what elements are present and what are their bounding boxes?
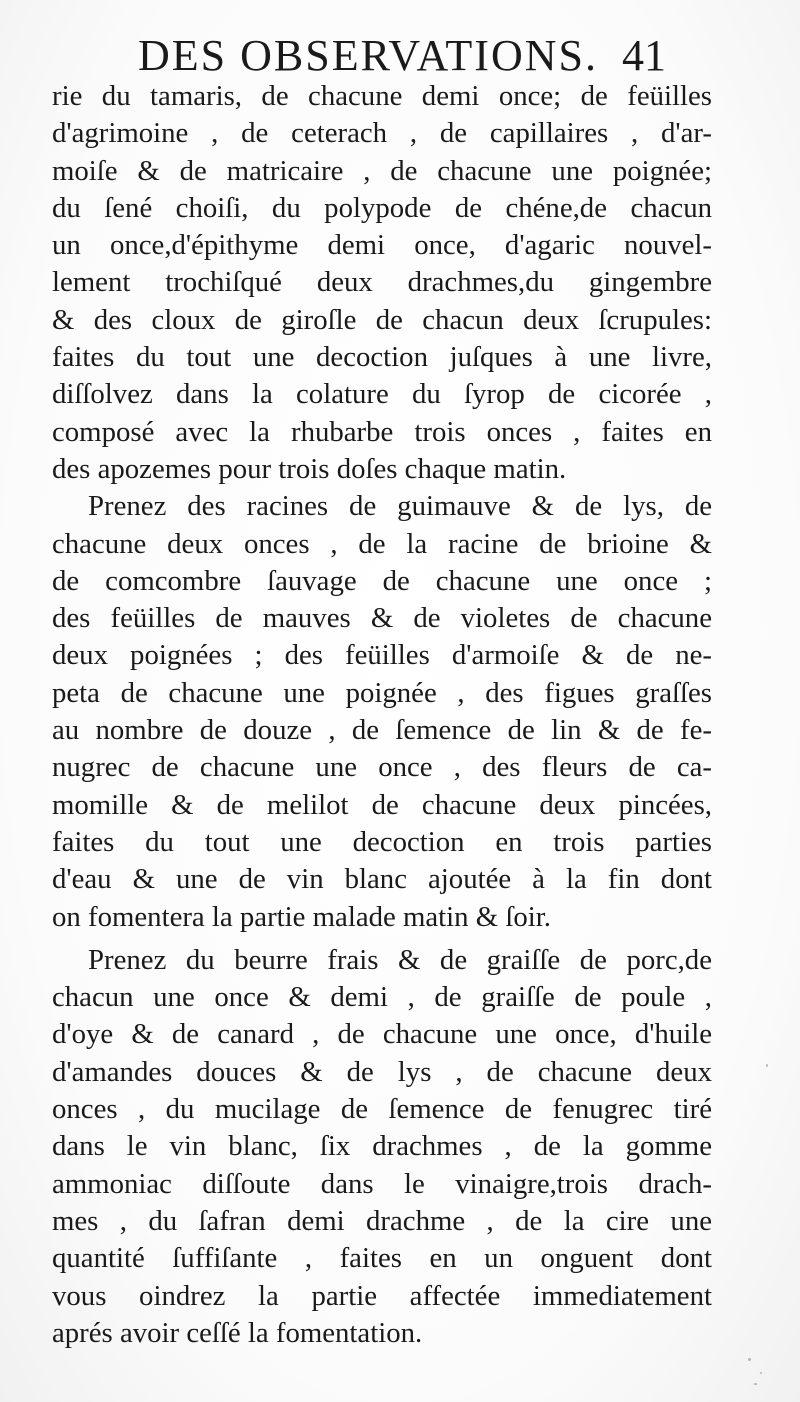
text-line: des apozemes pour trois doſes chaque matin. [52,452,567,485]
body-text [52,78,712,1352]
ink-speck [748,1358,751,1361]
text-line: ammoniac diſſoute dans le vinaigre,trois drach- [52,1167,712,1200]
paragraph-3 [52,942,712,1352]
text-line: onces , du mucilage de ſemence de fenugrec tiré [52,1093,712,1126]
text-line: d'agrimoine , de ceterach , de capillaires , d'ar- [52,117,712,150]
text-line: deux poignées ; des feüilles d'armoiſe & de ne- [52,639,712,672]
text-line: Prenez des racines de guimauve & de lys, de [88,490,712,523]
text-line: d'amandes douces & de lys , de chacune deux [52,1055,712,1088]
text-line: on fomentera la partie malade matin & ſoir. [52,900,551,933]
text-line: au nombre de douze , de ſemence de lin & de fe- [52,714,712,747]
ink-speck [754,1383,757,1385]
text-line: nugrec de chacune une once , des fleurs de ca- [52,751,712,784]
text-line: quantité ſuffiſante , faites en un onguent dont [52,1242,712,1275]
running-head: DES OBSERVATIONS. [138,31,598,80]
text-line: chacun une once & demi , de graiſſe de poule , [52,981,712,1014]
text-line: & des cloux de giroſle de chacun deux ſcrupules: [52,303,712,336]
text-line: composé avec la rhubarbe trois onces , faites en [52,415,712,448]
text-line: d'oye & de canard , de chacune une once, d'huile [52,1018,712,1051]
text-line: moiſe & de matricaire , de chacune une poignée; [52,154,712,187]
page-number: 41 [622,31,666,80]
text-line: de comcombre ſauvage de chacune une once ; [52,564,712,597]
text-line: Prenez du beurre frais & de graiſſe de porc,de [88,943,712,976]
text-line: des feüilles de mauves & de violetes de chacune [52,602,712,635]
ink-speck [766,1064,768,1067]
text-line: dans le vin blanc, ſix drachmes , de la gomme [52,1130,712,1163]
text-line: aprés avoir ceſſé la fomentation. [52,1316,423,1349]
text-line: mes , du ſafran demi drachme , de la cire une [52,1204,712,1237]
text-line: faites du tout une decoction en trois parties [52,825,712,858]
text-line: du ſené choiſi, du polypode de chéne,de chacun [52,191,712,224]
ink-speck [760,1372,762,1374]
text-line: un once,d'épithyme demi once, d'agaric nouvel- [52,229,712,262]
paragraph-1 [52,78,712,488]
text-line: d'eau & une de vin blanc ajoutée à la fin dont [52,863,712,896]
paragraph-2 [52,488,712,936]
page-header [0,26,800,86]
text-line: momille & de melilot de chacune deux pincées, [52,788,712,821]
text-line: lement trochiſqué deux drachmes,du gingembre [52,266,712,299]
text-line: faites du tout une decoction juſques à une livre, [52,341,712,374]
text-line: peta de chacune une poignée , des figues graſſes [52,676,712,709]
text-line: chacune deux onces , de la racine de brioine & [52,527,712,560]
text-line: vous oindrez la partie affectée immediatement [52,1279,712,1312]
text-line: rie du tamaris, de chacune demi once; de feüilles [52,80,712,112]
text-line: diſſolvez dans la colature du ſyrop de cicorée , [52,378,712,411]
